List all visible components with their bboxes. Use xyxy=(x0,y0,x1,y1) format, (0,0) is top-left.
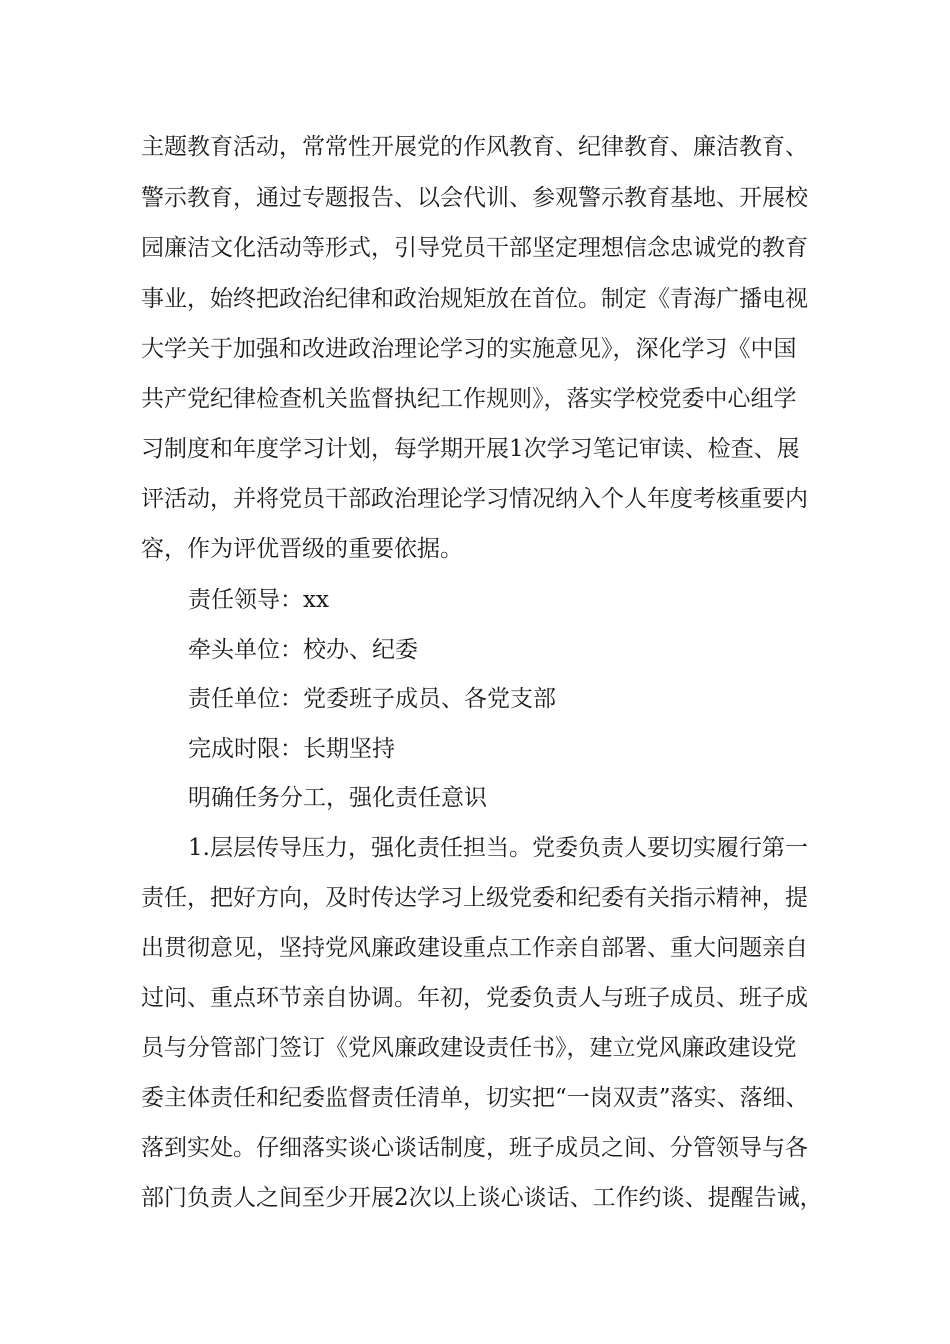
paragraph-line: 落到实处。仔细落实谈心谈话制度，班子成员之间、分管领导与各 xyxy=(141,1135,808,1161)
paragraph-line: 共产党纪律检查机关监督执纪工作规则》，落实学校党委中心组学 xyxy=(141,386,797,412)
paragraph-line: 习制度和年度学习计划，每学期开展1次学习笔记审读、检查、展 xyxy=(141,436,800,462)
responsible-unit: 责任单位：党委班子成员、各党支部 xyxy=(188,686,556,712)
paragraph-line: 事业，始终把政治纪律和政治规矩放在首位。制定《青海广播电视 xyxy=(141,286,808,312)
paragraph-line: 评活动，并将党员干部政治理论学习情况纳入个人年度考核重要内 xyxy=(141,486,808,512)
section-heading: 明确任务分工，强化责任意识 xyxy=(188,785,487,811)
paragraph-line: 委主体责任和纪委监督责任清单，切实把“一岗双责”落实、落细、 xyxy=(141,1085,809,1111)
deadline: 完成时限：长期坚持 xyxy=(188,736,395,762)
paragraph-line: 容，作为评优晋级的重要依据。 xyxy=(141,536,463,562)
paragraph-line: 过问、重点环节亲自协调。年初，党委负责人与班子成员、班子成 xyxy=(141,985,808,1011)
paragraph-line: 主题教育活动，常常性开展党的作风教育、纪律教育、廉洁教育、 xyxy=(141,134,808,160)
paragraph-line: 责任，把好方向，及时传达学习上级党委和纪委有关指示精神，提 xyxy=(141,885,808,911)
paragraph-line: 员与分管部门签订《党风廉政建设责任书》，建立党风廉政建设党 xyxy=(141,1035,797,1061)
paragraph-line: 警示教育，通过专题报告、以会代训、参观警示教育基地、开展校 xyxy=(141,185,808,211)
responsible-leader: 责任领导：xx xyxy=(188,587,329,613)
paragraph-line: 1.层层传导压力，强化责任担当。党委负责人要切实履行第一 xyxy=(188,835,808,861)
paragraph-line: 部门负责人之间至少开展2次以上谈心谈话、工作约谈、提醒告诫， xyxy=(141,1185,823,1211)
paragraph-line: 园廉洁文化活动等形式，引导党员干部坚定理想信念忠诚党的教育 xyxy=(141,235,808,261)
paragraph-line: 大学关于加强和改进政治理论学习的实施意见》，深化学习《中国 xyxy=(141,336,797,362)
paragraph-line: 出贯彻意见，坚持党风廉政建设重点工作亲自部署、重大问题亲自 xyxy=(141,935,808,961)
lead-unit: 牵头单位：校办、纪委 xyxy=(188,637,418,663)
